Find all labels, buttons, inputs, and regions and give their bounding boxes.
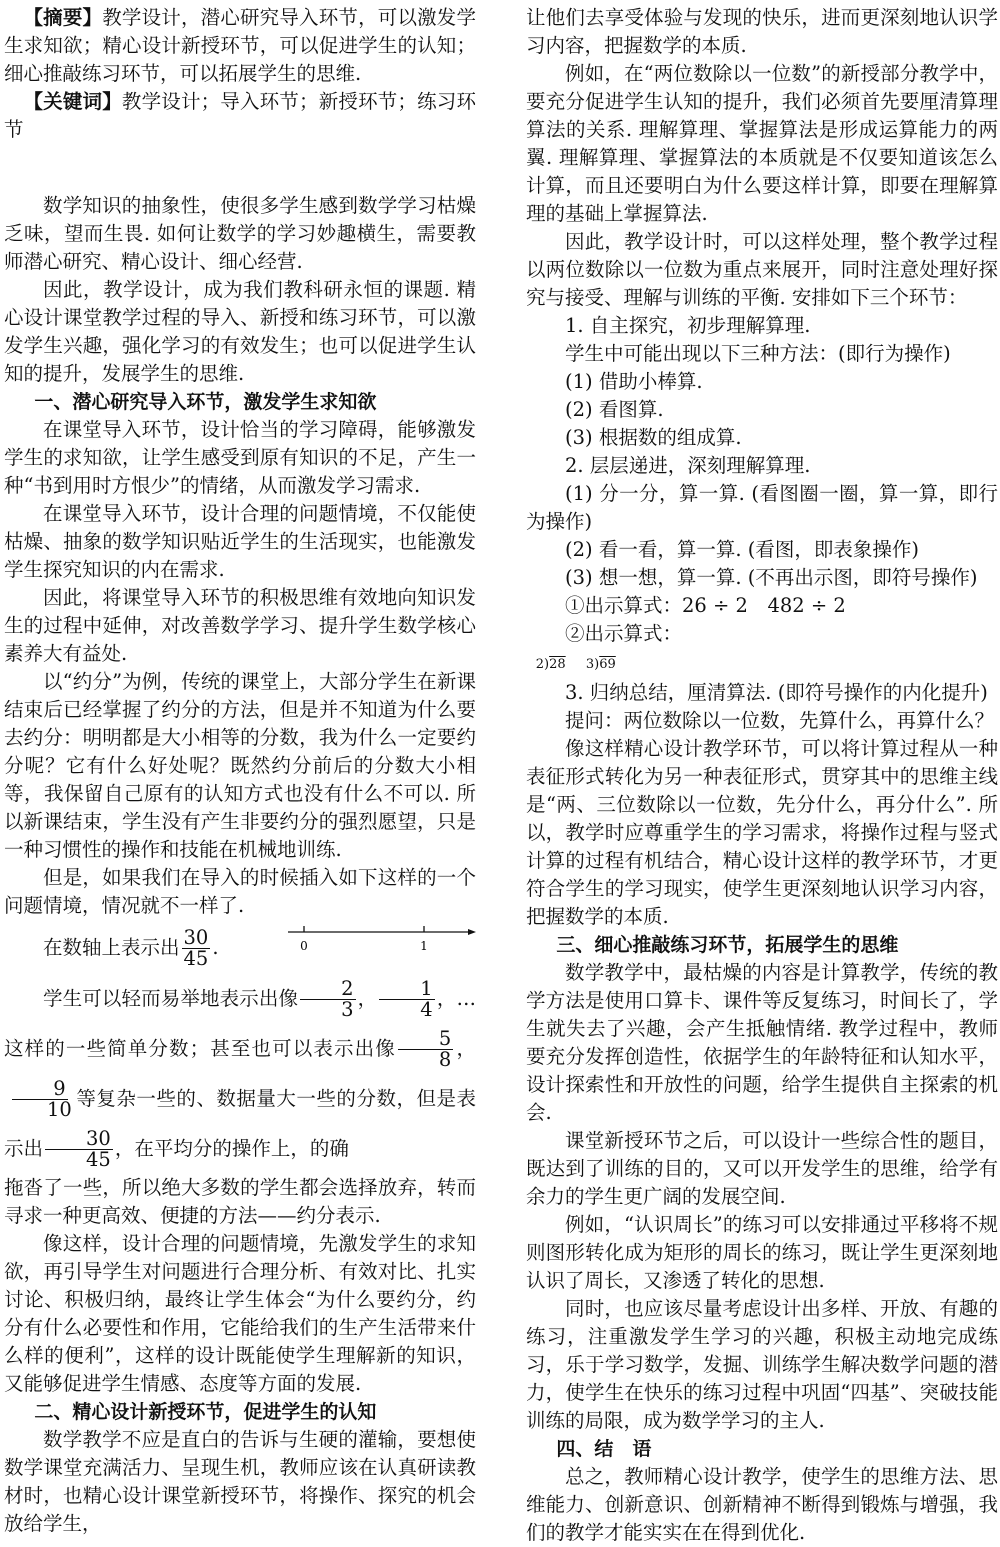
long-division: 3)69	[585, 657, 616, 672]
section-heading-3: 三、细心推敲练习环节，拓展学生的思维	[556, 934, 899, 956]
list-item: (1) 借助小棒算.	[565, 370, 703, 393]
keywords-text: 教学设计；导入环节；新授环节；练习环节	[4, 90, 476, 141]
list-item: 提问：两位数除以一位数，先算什么，再算什么？	[565, 709, 995, 732]
fraction-numerator: 5	[398, 1029, 453, 1050]
fraction	[45, 1129, 113, 1170]
paragraph: 数学知识的抽象性，使很多学生感到数学学习枯燥乏味，望而生畏. 如何让数学的学习妙趣横生，需要教师潜心研究、精心设计、细心经营.	[4, 194, 476, 273]
paragraph: 拖沓了一些，所以绝大多数的学生都会选择放弃，转而寻求一种更高效、便捷的方法——约分表示.	[4, 1176, 476, 1227]
fraction	[6, 1079, 74, 1120]
paragraph: 课堂新授环节之后，可以设计一些综合性的题目，既达到了训练的目的，又可以开发学生的思维，给学有余力的学生更广阔的发展空间.	[526, 1129, 998, 1208]
paragraph: 在课堂导入环节，设计合理的问题情境，不仅能使枯燥、抽象的数学知识贴近学生的生活现实，也能激发学生探究知识的内在需求.	[4, 502, 476, 581]
list-item: (1) 分一分，算一算. (看图圈一圈，算一算，即行为操作)	[526, 482, 998, 533]
text: ，…这样的一些	[4, 987, 476, 1060]
abstract	[4, 4, 476, 88]
list-item: (3) 想一想，算一算. (不再出示图，即符号操作)	[565, 566, 978, 589]
list-item: (2) 看图算.	[565, 398, 664, 421]
step-heading-3: 3. 归纳总结，厘清算法. (即符号操作的内化提升)	[565, 681, 988, 704]
paragraph: 以“约分”为例，传统的课堂上，大部分学生在新课结束后已经掌握了约分的方法，但是并不知道为什么要去约分：明明都是大小相等的分数，我为什么一定要约分呢？它有什么好处呢？既然约分前后的分数大小相等，我保留自己原有的认知方式也没有什么不可以. 所以新课结束，学生没有产生非要约分的强烈愿望，只是一种习惯性的操作和技能在机械地训练.	[4, 670, 476, 861]
fraction	[300, 979, 355, 1020]
number-line-label-0: 0	[300, 939, 308, 953]
paragraph-fractions: 学生可以轻而易举地表示出像 $\frac{2}{3}$ ， $\frac{1}{4}$ ，…这样的一些简单分数；甚至也可以表示出像 $\frac{5}{8}$ ， $\frac{9}{10}$ 等复杂一些的、数据量大一些的分数，但是表示出 $\frac{30}{45}$ ，在平均分的操作上，的确	[4, 977, 476, 1171]
paragraph: 因此，教学设计，成为我们教科研永恒的课题. 精心设计课堂教学过程的导入、新授和练习环节，可以激发学生兴趣，强化学习的有效发生；也可以促进学生认知的提升，发展学生的思维.	[4, 278, 476, 385]
list-item: (2) 看一看，算一算. (看图，即表象操作)	[565, 538, 919, 561]
paragraph: 总之，教师精心设计教学，使学生的思维方法、思维能力、创新意识、创新精神不断得到锻炼与增强，我们的教学才能实实在在得到优化.	[526, 1465, 998, 1544]
paragraph: 让他们去享受体验与发现的快乐，进而更深刻地认识学习内容，把握数学的本质.	[526, 6, 998, 57]
fraction-denominator: 45	[86, 1148, 111, 1171]
fraction-numerator: 30	[183, 926, 209, 949]
keywords	[4, 88, 476, 144]
right-column	[526, 4, 998, 1547]
fraction	[379, 979, 434, 1020]
dividend: 69	[599, 657, 616, 672]
paragraph: 因此，将课堂导入环节的积极思维有效地向知识发生的过程中延伸，对改善数学学习、提升学生数学核心素养大有益处.	[4, 586, 476, 665]
step-heading-2: 2. 层层递进，深刻理解算理.	[565, 454, 811, 477]
number-line-arrow	[468, 929, 476, 935]
text: 学生可以轻而易举地表示出像	[43, 987, 299, 1010]
list-item: 学生中可能出现以下三种方法：(即行为操作)	[565, 342, 951, 365]
fraction-denominator: 4	[420, 998, 433, 1021]
paragraph: 例如，在“两位数除以一位数”的新授部分教学中，要充分促进学生认知的提升，我们必须首先要厘清算理算法的关系. 理解算理、掌握算法是形成运算能力的两翼. 理解算理、掌握算法的本质就是不仅要知道该怎么计算，而且还要明白为什么要这样计算，即要在理解算理的基础上掌握算法.	[526, 62, 998, 225]
fraction-numerator: 1	[379, 979, 434, 1000]
abstract-label: 【摘要】	[23, 6, 103, 29]
list-item: (3) 根据数的组成算.	[565, 426, 742, 449]
keywords-label: 【关键词】	[23, 90, 122, 113]
question-prefix: 在数轴上表示出	[43, 936, 180, 959]
section-heading-2: 二、精心设计新授环节，促进学生的认知	[34, 1401, 377, 1423]
text: 量大一些的分数，但是表示出	[4, 1087, 476, 1160]
section-heading-4: 四、结 语	[556, 1438, 652, 1460]
left-column	[4, 4, 476, 1538]
paragraph: 像这样精心设计教学环节，可以将计算过程从一种表征形式转化为另一种表征形式，贯穿其中的思维主线是“两、三位数除以一位数，先分什么，再分什么”. 所以，教学时应尊重学生的学习需求，将操作过程与竖式计算的过程有机结合，精心设计这样的教学环节，才更符合学生的学习现实，使学生更深刻地认识学习内容，把握数学的本质.	[526, 737, 998, 928]
step-heading-1: 1. 自主探究，初步理解算理.	[565, 314, 811, 337]
number-line	[288, 922, 476, 962]
paragraph: 数学教学中，最枯燥的内容是计算教学，传统的教学方法是使用口算卡、课件等反复练习，时间长了，学生就失去了兴趣，会产生抵触情绪. 教学过程中，教师要充分发挥创造性，依据学生的年龄特征和认知水平，设计探索性和开放性的问题，给学生提供自主探索的机会.	[526, 961, 998, 1124]
text: 等复杂一些的、数据	[75, 1087, 257, 1110]
number-line-label-1: 1	[420, 939, 428, 953]
divisor: 3	[585, 657, 595, 672]
abstract-text: 教学设计，潜心研究导入环节，可以激发学生求知欲；精心设计新授环节，可以促进学生的认知；细心推敲练习环节，可以拓展学生的思维.	[4, 6, 476, 85]
fraction	[182, 928, 211, 969]
paragraph: 在课堂导入环节，设计恰当的学习障碍，能够激发学生的求知欲，让学生感受到原有知识的不足，产生一种“书到用时方恨少”的情绪，从而激发学习需求.	[4, 418, 476, 497]
question-suffix: .	[212, 936, 219, 959]
list-item: ①出示算式：26 ÷ 2 482 ÷ 2	[565, 594, 846, 617]
paragraph: 数学教学不应是直白的告诉与生硬的灌输，要想使数学课堂充满活力、呈现生机，教师应该在认真研读教材时，也精心设计课堂新授环节，将操作、探究的机会放给学生，	[4, 1428, 476, 1535]
question-text	[43, 928, 219, 969]
section-heading-1: 一、潜心研究导入环节，激发学生求知欲	[34, 391, 377, 413]
fraction-denominator: 8	[438, 1048, 452, 1071]
text: 简单分数；甚至也可以表示出像	[107, 1037, 396, 1060]
list-item: ②出示算式：	[565, 622, 683, 645]
fraction-denominator: 3	[341, 998, 354, 1021]
paragraph: 同时，也应该尽量考虑设计出多样、开放、有趣的练习，注重激发学生学习的兴趣，积极主动地完成练习，乐于学习数学，发掘、训练学生解决数学问题的潜力，使学生在快乐的练习过程中巩固“四基”、突破技能训练的局限，成为数学学习的主人.	[526, 1297, 998, 1432]
paragraph: 因此，教学设计时，可以这样处理，整个教学过程以两位数除以一位数为重点来展开，同时注意处理好探究与接受、理解与训练的平衡. 安排如下三个环节：	[526, 230, 998, 309]
paragraph: 例如，“认识周长”的练习可以安排通过平移将不规则图形转化成为矩形的周长的练习，既让学生更深刻地认识了周长，又渗透了转化的思想.	[526, 1213, 998, 1292]
long-division: 2)28	[535, 657, 566, 672]
text: ，在平均分的操作上，的确	[114, 1137, 349, 1160]
paragraph: 像这样，设计合理的问题情境，先激发学生的求知欲，再引导学生对问题进行合理分析、有效对比、扎实讨论、积极归纳，最终让学生体会“为什么要约分，约分有什么必要性和作用，它能给我们的生产生活带来什么样的便利”，这样的设计既能使学生理解新的知识，又能够促进学生情感、态度等方面的发展.	[4, 1232, 476, 1395]
number-line-question	[4, 920, 476, 974]
fraction-numerator: 30	[45, 1129, 113, 1150]
fraction-denominator: 10	[47, 1098, 72, 1121]
divisor: 2	[535, 657, 545, 672]
long-division-examples	[536, 648, 998, 679]
dividend: 28	[549, 657, 566, 672]
fraction-numerator: 9	[12, 1079, 67, 1100]
paragraph: 但是，如果我们在导入的时候插入如下这样的一个问题情境，情况就不一样了.	[4, 866, 476, 917]
fraction	[398, 1029, 453, 1070]
fraction-denominator: 45	[183, 947, 209, 970]
fraction-numerator: 2	[300, 979, 355, 1000]
